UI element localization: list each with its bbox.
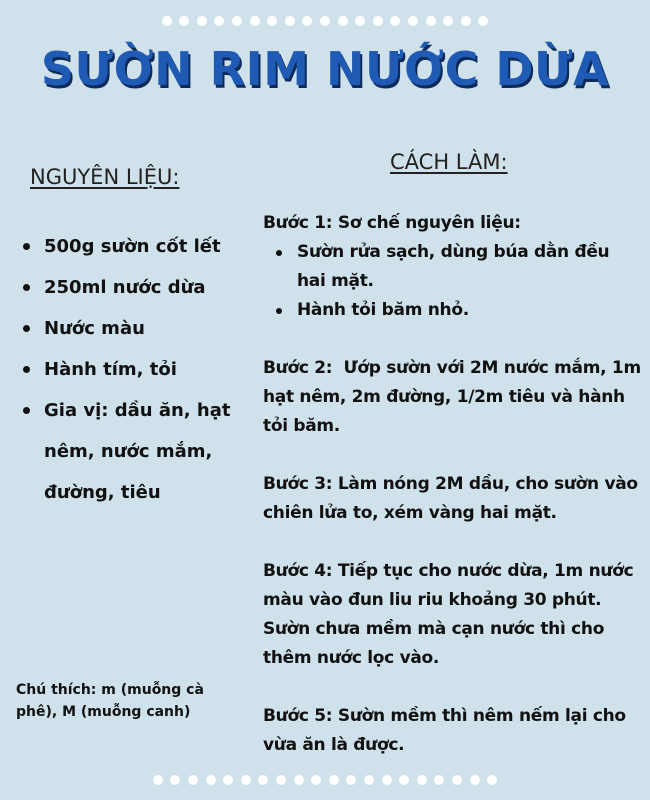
ingredient-item: Hành tím, tỏi	[44, 349, 259, 390]
method-heading: CÁCH LÀM:	[390, 150, 508, 174]
step-3-text: Bước 3: Làm nóng 2M dầu, cho sườn vào chiên lửa to, xém vàng hai mặt.	[263, 474, 638, 523]
ingredients-list	[20, 226, 259, 513]
step-2	[263, 354, 647, 441]
top-dot-border	[0, 16, 650, 26]
bottom-dot-border	[0, 775, 650, 785]
step-4	[263, 557, 643, 673]
step-5-text: Bước 5: Sườn mềm thì nêm nếm lại cho vừa ăn là được.	[263, 706, 626, 755]
recipe-title: SƯỜN RIM NƯỚC DỪA	[40, 42, 610, 96]
step-1-bullets	[263, 238, 643, 325]
ingredient-item: Nước màu	[44, 308, 259, 349]
measurement-note: Chú thích: m (muỗng cà phê), M (muỗng canh)	[16, 682, 204, 720]
step-2-text: Bước 2: Ướp sườn với 2M nước mắm, 1m hạt nêm, 2m đường, 1/2m tiêu và hành tỏi băm.	[263, 358, 647, 436]
ingredient-item: Gia vị: dầu ăn, hạt nêm, nước mắm, đường, tiêu	[44, 390, 259, 513]
step-3	[263, 470, 643, 528]
step-bullet: Sườn rửa sạch, dùng búa dằn đều hai mặt.	[297, 238, 643, 296]
step-1-text: Bước 1: Sơ chế nguyên liệu:	[263, 213, 521, 233]
ingredients-heading: NGUYÊN LIỆU:	[30, 165, 180, 189]
ingredient-item: 500g sườn cốt lết	[44, 226, 259, 267]
step-4-text: Bước 4: Tiếp tục cho nước dừa, 1m nước màu vào đun liu riu khoảng 30 phút. Sườn chưa mềm mà cạn nước thì cho thêm nước lọc vào.	[263, 561, 634, 668]
step-1	[263, 209, 643, 325]
ingredient-item: 250ml nước dừa	[44, 267, 259, 308]
method-steps	[263, 209, 647, 789]
step-5	[263, 702, 643, 760]
step-bullet: Hành tỏi băm nhỏ.	[297, 296, 643, 325]
